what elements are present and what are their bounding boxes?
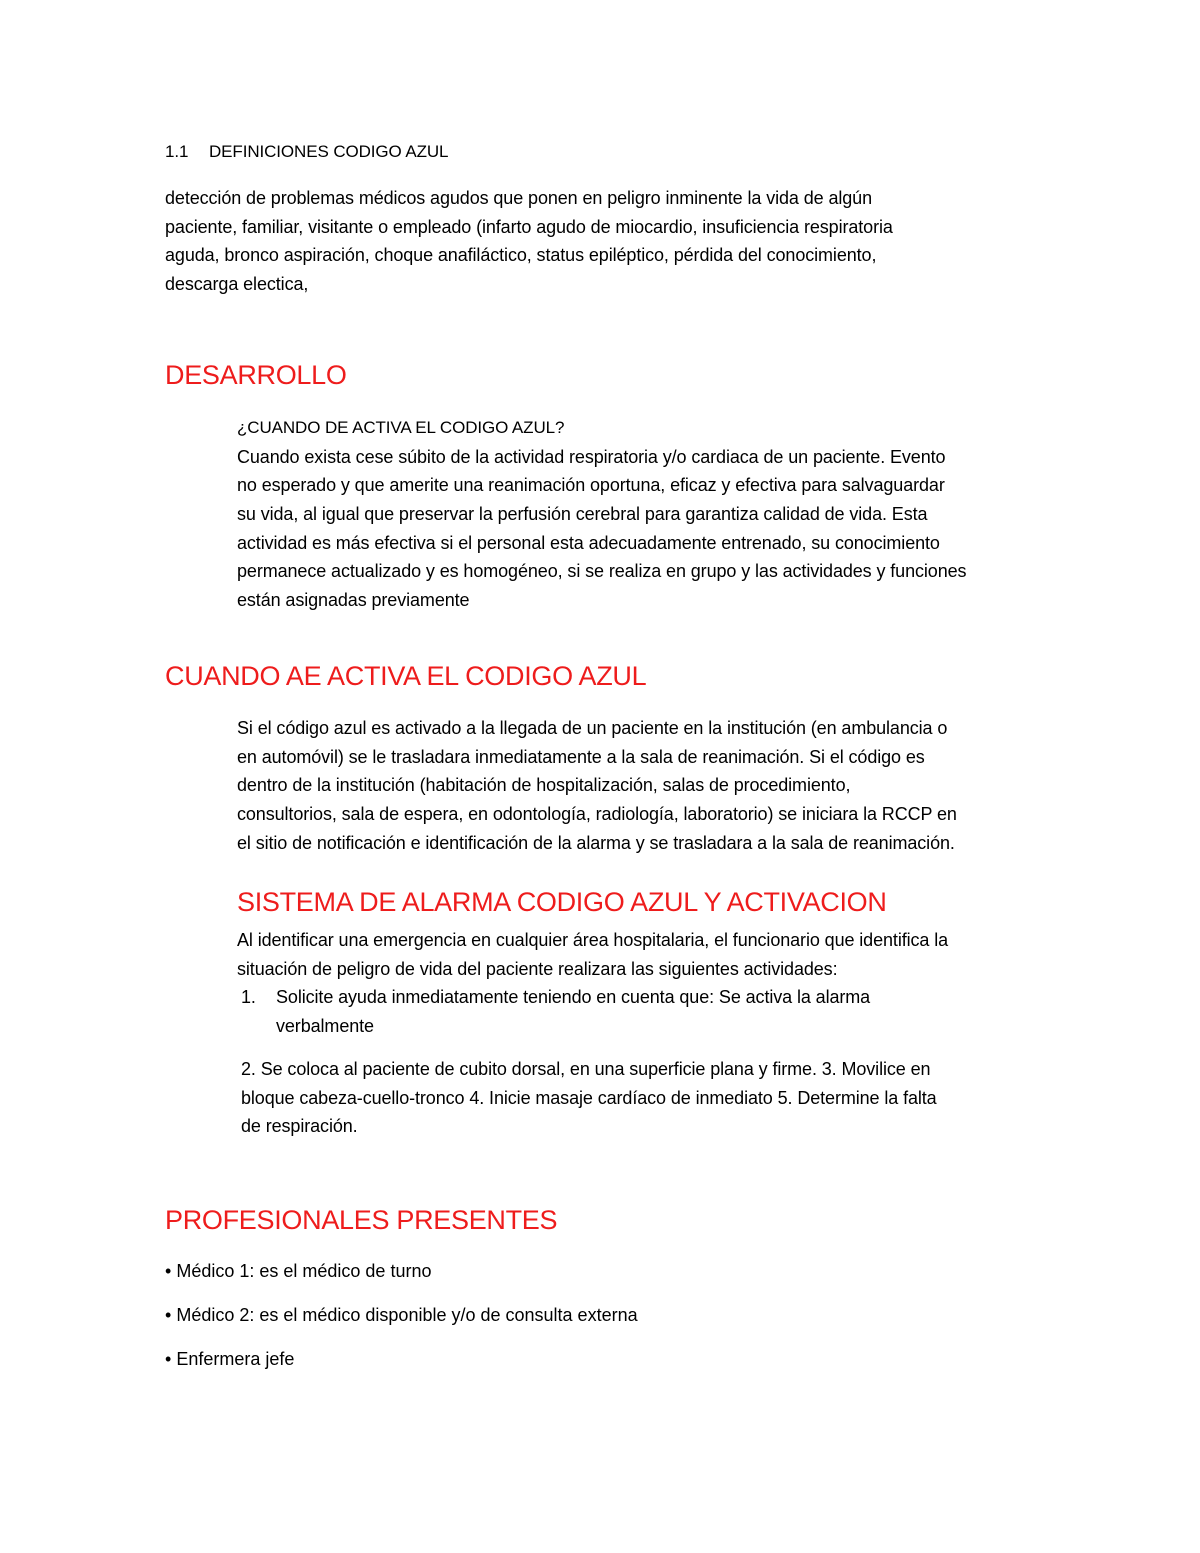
text-line: permanece actualizado y es homogéneo, si se realiza en grupo y las actividades y funciones <box>237 561 967 582</box>
question-line: ¿CUANDO DE ACTIVA EL CODIGO AZUL? <box>237 418 565 437</box>
bullet-icon: • <box>165 1261 172 1281</box>
text-line: Cuando exista cese súbito de la actividad respiratoria y/o cardiaca de un paciente. Evento <box>237 446 946 467</box>
text-line: consultorios, sala de espera, en odontología, radiología, laboratorio) se iniciara la RCCP en <box>237 804 957 825</box>
desarrollo-paragraph <box>237 414 966 615</box>
list-item-label: Médico 2: es el médico disponible y/o de consulta externa <box>176 1305 638 1325</box>
definition-paragraph <box>165 184 893 299</box>
text-line: paciente, familiar, visitante o empleado (infarto agudo de miocardio, insuficiencia respiratoria <box>165 216 893 237</box>
list-item-text <box>276 983 870 1040</box>
sistema-intro <box>237 926 948 983</box>
text-line: actividad es más efectiva si el personal esta adecuadamente entrenado, su conocimiento <box>237 532 940 553</box>
text-line: en automóvil) se le trasladara inmediatamente a la sala de reanimación. Si el código es <box>237 746 925 767</box>
text-line: Solicite ayuda inmediatamente teniendo en cuenta que: Se activa la alarma <box>276 987 871 1007</box>
sistema-continuation <box>241 1055 937 1141</box>
text-line: 2. Se coloca al paciente de cubito dorsal, en una superficie plana y firme. 3. Movilice en <box>241 1059 931 1079</box>
text-line: el sitio de notificación e identificación de la alarma y se trasladara a la sala de reanimación. <box>237 832 955 853</box>
section-title: DEFINICIONES CODIGO AZUL <box>209 142 449 161</box>
bullet-icon: • <box>165 1305 172 1325</box>
text-line: descarga electica, <box>165 274 309 295</box>
text-line: de respiración. <box>241 1116 358 1137</box>
list-item-label: Médico 1: es el médico de turno <box>176 1261 432 1281</box>
heading-desarrollo: DESARROLLO <box>165 360 347 390</box>
cuando-paragraph <box>237 714 957 857</box>
section-number: 1.1 <box>165 142 189 161</box>
text-line: bloque cabeza-cuello-tronco 4. Inicie masaje cardíaco de inmediato 5. Determine la falta <box>241 1087 937 1108</box>
list-number: 1. <box>241 987 256 1007</box>
heading-sistema: SISTEMA DE ALARMA CODIGO AZUL Y ACTIVACION <box>237 887 887 917</box>
heading-profesionales: PROFESIONALES PRESENTES <box>165 1205 558 1235</box>
list-item <box>165 1349 294 1370</box>
text-line: Al identificar una emergencia en cualquier área hospitalaria, el funcionario que identifica la <box>237 930 949 950</box>
text-line: están asignadas previamente <box>237 590 470 611</box>
text-line: no esperado y que amerite una reanimación oportuna, eficaz y efectiva para salvaguardar <box>237 475 945 496</box>
bullet-icon: • <box>165 1349 172 1369</box>
text-line: verbalmente <box>276 1015 374 1036</box>
heading-cuando: CUANDO AE ACTIVA EL CODIGO AZUL <box>165 661 647 691</box>
list-item <box>165 1261 431 1282</box>
text-line: aguda, bronco aspiración, choque anafiláctico, status epiléptico, pérdida del conocimiento, <box>165 245 877 266</box>
text-line: su vida, al igual que preservar la perfusión cerebral para garantiza calidad de vida. Esta <box>237 504 928 525</box>
list-item <box>165 1305 638 1326</box>
text-line: situación de peligro de vida del paciente realizara las siguientes actividades: <box>237 958 838 979</box>
list-item-label: Enfermera jefe <box>176 1349 295 1369</box>
text-line: Si el código azul es activado a la llegada de un paciente en la institución (en ambulancia o <box>237 718 948 738</box>
text-line: dentro de la institución (habitación de hospitalización, salas de procedimiento, <box>237 775 851 796</box>
text-line: detección de problemas médicos agudos que ponen en peligro inminente la vida de algún <box>165 188 872 208</box>
